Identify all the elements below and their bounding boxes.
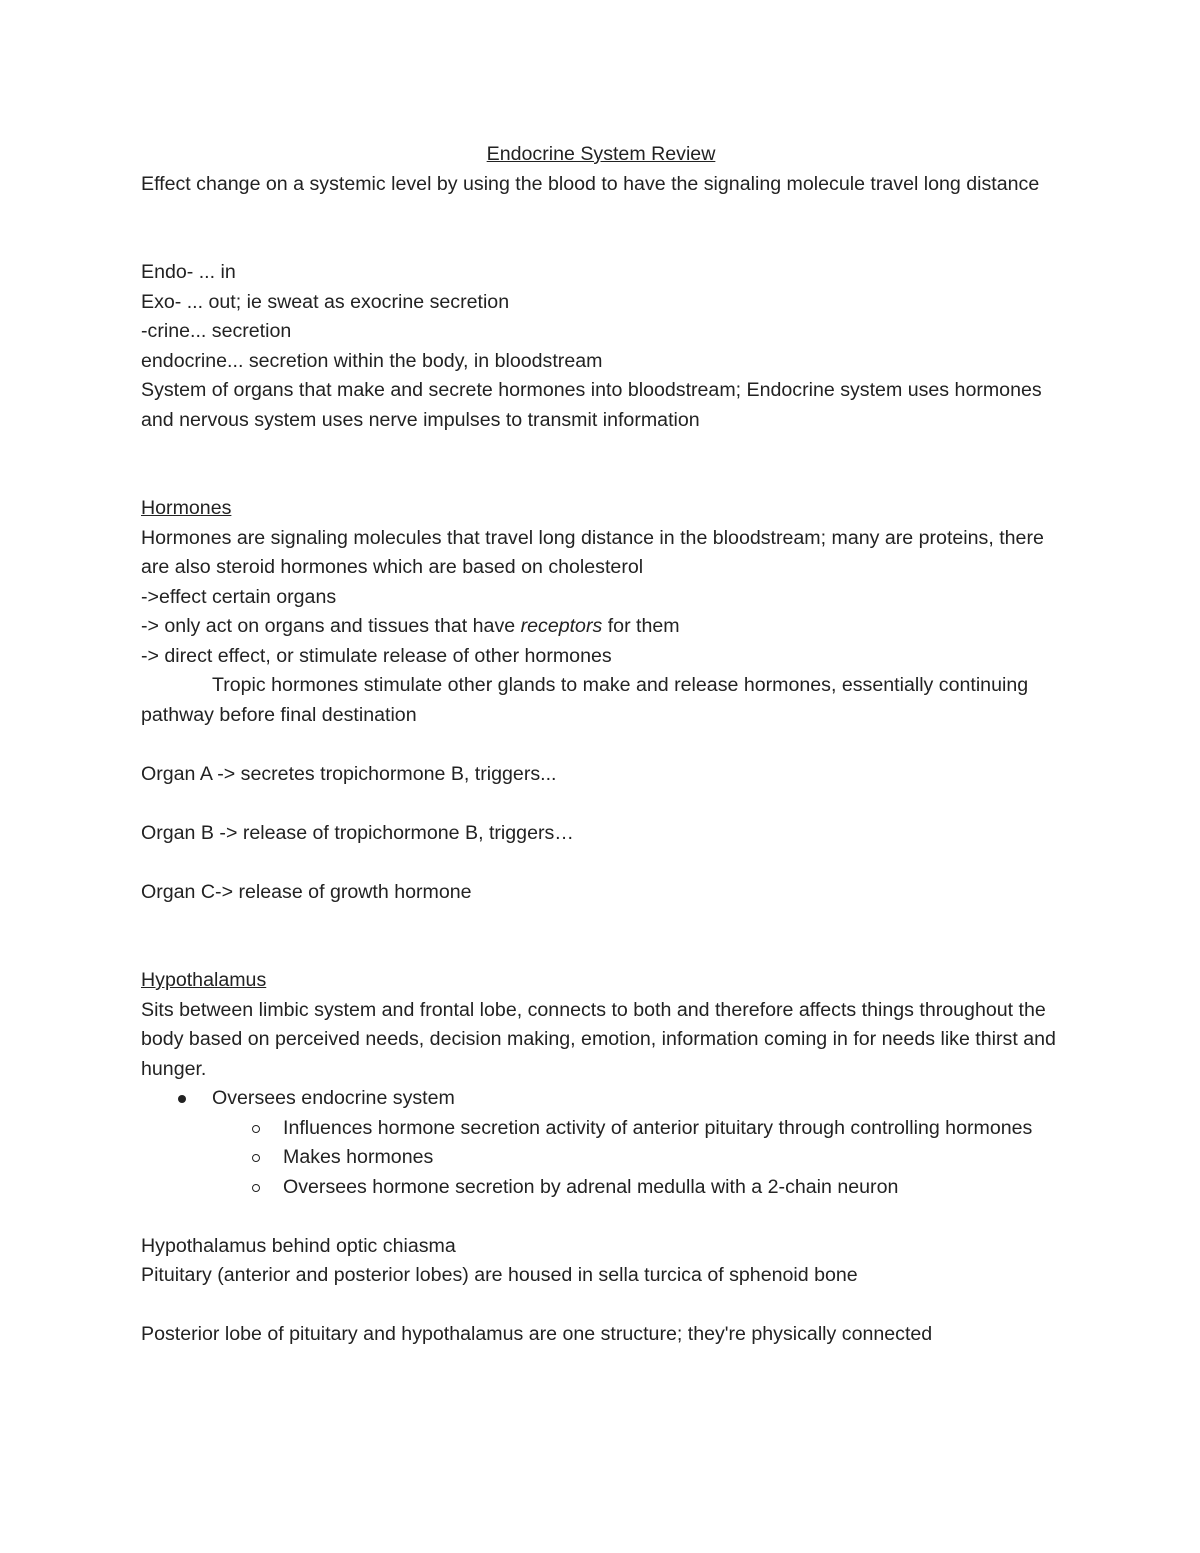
organ-c-line: Organ C-> release of growth hormone: [141, 880, 472, 903]
effect-text: -> only act on organs and tissues that have: [141, 615, 521, 637]
hollow-bullet-icon: [252, 1125, 260, 1133]
spacer: [141, 907, 1061, 937]
spacer: [141, 848, 1061, 878]
sub-list-item: [283, 1173, 1061, 1203]
sub-list-item-text: Oversees hormone secretion by adrenal medulla with a 2-chain neuron: [283, 1175, 899, 1198]
definition-line: System of organs that make and secrete hormones into bloodstream; Endocrine system uses hormones and nervous system uses nerve impulses to transmit information: [141, 379, 1042, 431]
pituitary-line: Pituitary (anterior and posterior lobes) are housed in sella turcica of sphenoid bone: [141, 1264, 858, 1286]
definition-line: -crine... secretion: [141, 320, 292, 342]
document-title: Endocrine System Review: [486, 143, 716, 165]
hypothalamus-location-line: Hypothalamus behind optic chiasma: [141, 1234, 456, 1257]
spacer: [141, 465, 1061, 495]
spacer: [141, 1291, 1061, 1321]
sub-list-item: [283, 1143, 1061, 1173]
hollow-bullet-icon: [252, 1184, 260, 1192]
spacer: [141, 789, 1061, 819]
hormones-effect-line: -> direct effect, or stimulate release of other hormones: [141, 644, 612, 667]
hormones-effect-line: [141, 612, 1061, 642]
spacer: [141, 937, 1061, 967]
bullet-list: [141, 1084, 1061, 1202]
list-item-text: Oversees endocrine system: [212, 1087, 455, 1109]
hormones-heading: Hormones: [141, 497, 232, 519]
tropic-hormones-paragraph: Tropic hormones stimulate other glands to make and release hormones, essentially continuing pathway before final destination: [141, 674, 1029, 726]
sub-list-item-text: Influences hormone secretion activity of anterior pituitary through controlling hormones: [283, 1116, 1033, 1139]
filled-bullet-icon: [178, 1095, 186, 1103]
list-item: [212, 1084, 1061, 1202]
spacer: [141, 730, 1061, 760]
hollow-bullet-icon: [252, 1154, 260, 1162]
hypothalamus-description: Sits between limbic system and frontal lobe, connects to both and therefore affects things throughout the body based on perceived needs, decision making, emotion, information coming in for needs like thirst and hunger.: [141, 998, 1056, 1080]
receptors-emphasis: receptors: [520, 615, 603, 637]
sub-list-item-text: Makes hormones: [283, 1146, 434, 1168]
intro-paragraph: Effect change on a systemic level by using the blood to have the signaling molecule travel long distance: [141, 172, 1040, 195]
sub-bullet-list: [212, 1114, 1061, 1203]
effect-text: for them: [602, 615, 680, 637]
spacer: [141, 229, 1061, 259]
definition-line: Exo- ... out; ie sweat as exocrine secretion: [141, 290, 510, 313]
posterior-lobe-line: Posterior lobe of pituitary and hypothalamus are one structure; they're physically connected: [141, 1323, 933, 1345]
hormones-effect-line: ->effect certain organs: [141, 585, 337, 608]
spacer: [141, 199, 1061, 229]
definition-line: Endo- ... in: [141, 261, 236, 283]
spacer: [141, 435, 1061, 465]
document-page: [141, 140, 1061, 1350]
spacer: [141, 1202, 1061, 1232]
hypothalamus-heading: Hypothalamus: [141, 969, 267, 991]
sub-list-item: [283, 1114, 1061, 1144]
organ-b-line: Organ B -> release of tropichormone B, triggers…: [141, 821, 574, 844]
definition-line: endocrine... secretion within the body, in bloodstream: [141, 349, 603, 372]
hormones-description: Hormones are signaling molecules that travel long distance in the bloodstream; many are proteins, there are also steroid hormones which are based on cholesterol: [141, 526, 1044, 578]
organ-a-line: Organ A -> secretes tropichormone B, triggers...: [141, 762, 557, 785]
